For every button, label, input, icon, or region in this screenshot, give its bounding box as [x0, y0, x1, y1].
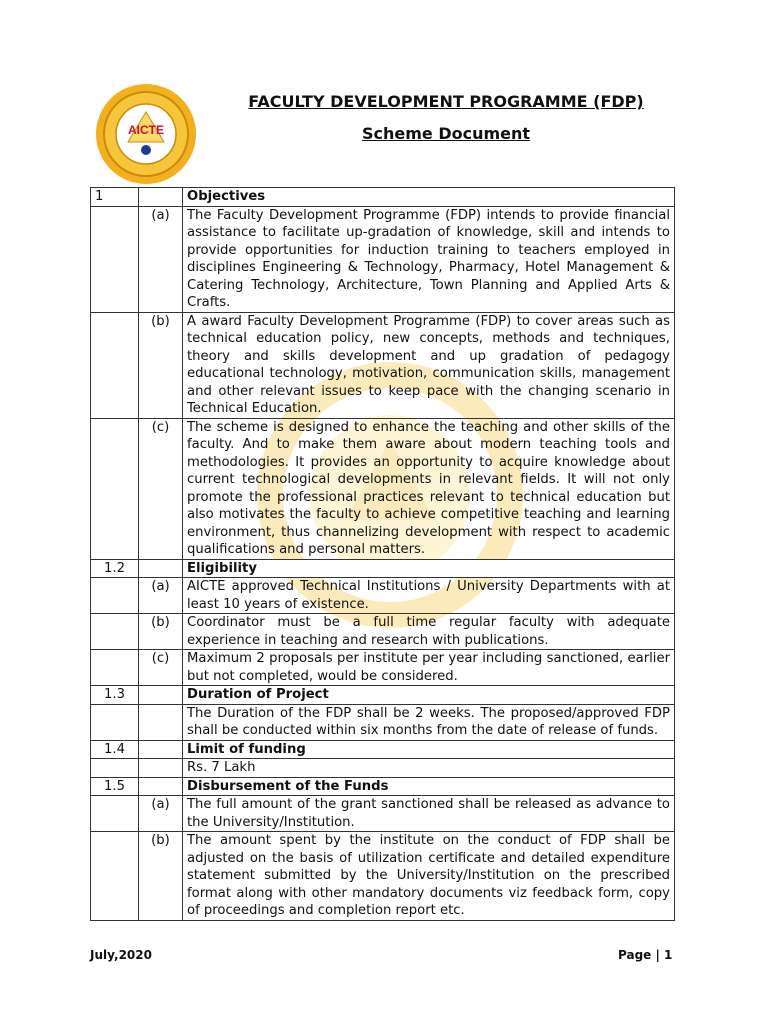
table-row	[91, 832, 675, 921]
table-row	[91, 686, 675, 705]
item-text: Maximum 2 proposals per institute per year including sanctioned, earlier but not completed, would be considered.	[183, 650, 675, 686]
section-number: 1.4	[91, 740, 139, 759]
logo-text: AICTE	[128, 123, 164, 137]
table-row	[91, 777, 675, 796]
item-label: (b)	[139, 614, 183, 650]
item-text: The Duration of the FDP shall be 2 weeks. The proposed/approved FDP shall be conducted within six months from the date of release of funds.	[183, 704, 675, 740]
section-heading: Objectives	[183, 188, 675, 207]
item-label: (c)	[139, 418, 183, 559]
item-label: (a)	[139, 206, 183, 312]
item-text: The scheme is designed to enhance the teaching and other skills of the faculty. And to make them aware about modern teaching tools and methodologies. It provides an opportunity to acquire knowledge about current technological developments in relevant fields. It will not only promote the professional practices relevant to technical education but also motivates the faculty to achieve competitive teaching and learning environment, thus channelizing development with respect to academic qualifications and personal matters.	[183, 418, 675, 559]
section-heading: Eligibility	[183, 559, 675, 578]
section-number: 1.3	[91, 686, 139, 705]
section-heading: Duration of Project	[183, 686, 675, 705]
scheme-table	[90, 187, 675, 921]
section-number: 1.5	[91, 777, 139, 796]
item-text: AICTE approved Technical Institutions / University Departments with at least 10 years of existence.	[183, 578, 675, 614]
table-row	[91, 188, 675, 207]
item-text: Rs. 7 Lakh	[183, 759, 675, 778]
document-subtitle: Scheme Document	[361, 124, 531, 143]
section-heading: Limit of funding	[183, 740, 675, 759]
section-number: 1	[91, 188, 139, 207]
item-text: The full amount of the grant sanctioned shall be released as advance to the University/Institution.	[183, 796, 675, 832]
table-row	[91, 418, 675, 559]
section-heading: Disbursement of the Funds	[183, 777, 675, 796]
table-row	[91, 312, 675, 418]
table-row	[91, 796, 675, 832]
item-label: (a)	[139, 796, 183, 832]
section-number: 1.2	[91, 559, 139, 578]
table-row	[91, 578, 675, 614]
item-label: (c)	[139, 650, 183, 686]
page-number: Page | 1	[618, 948, 673, 962]
item-text: Coordinator must be a full time regular faculty with adequate experience in teaching and research with publications.	[183, 614, 675, 650]
item-text: The amount spent by the institute on the conduct of FDP shall be adjusted on the basis of utilization certificate and detailed expenditure statement submitted by the University/Institution on the prescribed format along with other mandatory documents viz feedback form, copy of proceedings and completion report etc.	[183, 832, 675, 921]
table-row	[91, 614, 675, 650]
document-title: FACULTY DEVELOPMENT PROGRAMME (FDP)	[248, 92, 644, 111]
table-row	[91, 704, 675, 740]
item-text: A award Faculty Development Programme (FDP) to cover areas such as technical education policy, new concepts, methods and techniques, theory and skills development and up gradation of pedagogy educational technology, motivation, communication skills, management and other relevant issues to keep pace with the changing scenario in Technical Education.	[183, 312, 675, 418]
item-label: (b)	[139, 312, 183, 418]
footer-date: July,2020	[90, 948, 152, 962]
table-row	[91, 740, 675, 759]
table-row	[91, 759, 675, 778]
table-row	[91, 206, 675, 312]
item-label: (a)	[139, 578, 183, 614]
aicte-logo	[94, 82, 198, 186]
item-text: The Faculty Development Programme (FDP) intends to provide financial assistance to facilitate up-gradation of knowledge, skill and intends to provide opportunities for induction training to teachers employed in disciplines Engineering & Technology, Pharmacy, Hotel Management & Catering Technology, Architecture, Town Planning and Applied Arts & Crafts.	[183, 206, 675, 312]
table-row	[91, 559, 675, 578]
table-row	[91, 650, 675, 686]
item-label: (b)	[139, 832, 183, 921]
